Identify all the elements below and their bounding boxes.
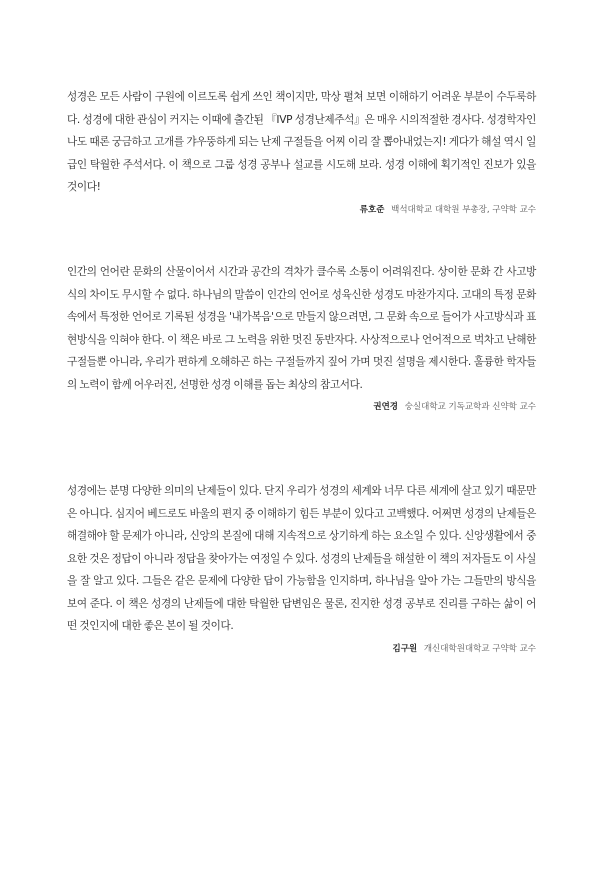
endorsement-block-1: [67, 86, 536, 217]
endorsement-text: 성경은 모든 사람이 구원에 이르도록 쉽게 쓰인 책이지만, 막상 펼쳐 보면 이해하기 어려운 부분이 수두룩하다. 성경에 대한 관심이 커지는 이때에 출간된 『IVP 성경난제주석』은 매우 시의적절한 경사다. 성경학자인 나도 때론 궁금하고 고개를 갸우뚱하게 되는 난제 구절들을 어찌 이리 잘 뽑아내었는지! 게다가 해설 역시 일급인 탁월한 주석서다. 이 책으로 그룹 성경 공부나 설교를 시도해 보라. 성경 이해에 획기적인 진보가 있을 것이다!: [67, 91, 536, 193]
endorser-name: 권연경: [373, 402, 399, 412]
endorser-affiliation: 백석대학교 대학원 부총장, 구약학 교수: [391, 204, 536, 215]
endorsement-text: 인간의 언어란 문화의 산물이어서 시간과 공간의 격차가 클수록 소통이 어려워진다. 상이한 문화 간 사고방식의 차이도 무시할 수 없다. 하나님의 말씀이 인간의 언어로 성육신한 성경도 마찬가지다. 고대의 특정 문화 속에서 특정한 언어로 기록된 성경을 '내가복음'으로 만들지 않으려면, 그 문화 속으로 들어가 사고방식과 표현방식을 익혀야 한다. 이 책은 바로 그 노력을 위한 멋진 동반자다. 사상적으로나 언어적으로 벅차고 난해한 구절들뿐 아니라, 우리가 편하게 오해하곤 하는 구절들까지 짚어 가며 멋진 설명을 제시한다. 훌륭한 학자들의 노력이 함께 어우러진, 선명한 성경 이해를 돕는 최상의 참고서다.: [67, 266, 536, 391]
endorser-name: 김구원: [392, 643, 418, 654]
endorser-credit: [67, 642, 536, 656]
endorsement-block-3: [67, 480, 536, 656]
endorsement-block-2: [67, 261, 536, 414]
endorser-name: 류호준: [359, 204, 385, 215]
endorser-affiliation: 개신대학원대학교 구약학 교수: [423, 643, 536, 654]
endorser-credit: [67, 400, 536, 414]
endorser-credit: [67, 203, 536, 217]
endorser-affiliation: 숭실대학교 기독교학과 신약학 교수: [404, 402, 536, 412]
endorsement-text: 성경에는 분명 다양한 의미의 난제들이 있다. 단지 우리가 성경의 세계와 너무 다른 세계에 살고 있기 때문만은 아니다. 심지어 베드로도 바울의 편지 중 이해하기 힘든 부분이 있다고 고백했다. 어쩌면 성경의 난제들은 해결해야 할 문제가 아니라, 신앙의 본질에 대해 지속적으로 상기하게 하는 요소일 수 있다. 신앙생활에서 중요한 것은 정답이 아니라 정답을 찾아가는 여정일 수 있다. 성경의 난제들을 해설한 이 책의 저자들도 이 사실을 잘 알고 있다. 그들은 같은 문제에 다양한 답이 가능함을 인지하며, 하나님을 알아 가는 그들만의 방식을 보여 준다. 이 책은 성경의 난제들에 대한 탁월한 답변임은 물론, 진지한 성경 공부로 진리를 구하는 삶이 어떤 것인지에 대한 좋은 본이 될 것이다.: [67, 485, 536, 632]
endorsement-page: [67, 0, 536, 879]
